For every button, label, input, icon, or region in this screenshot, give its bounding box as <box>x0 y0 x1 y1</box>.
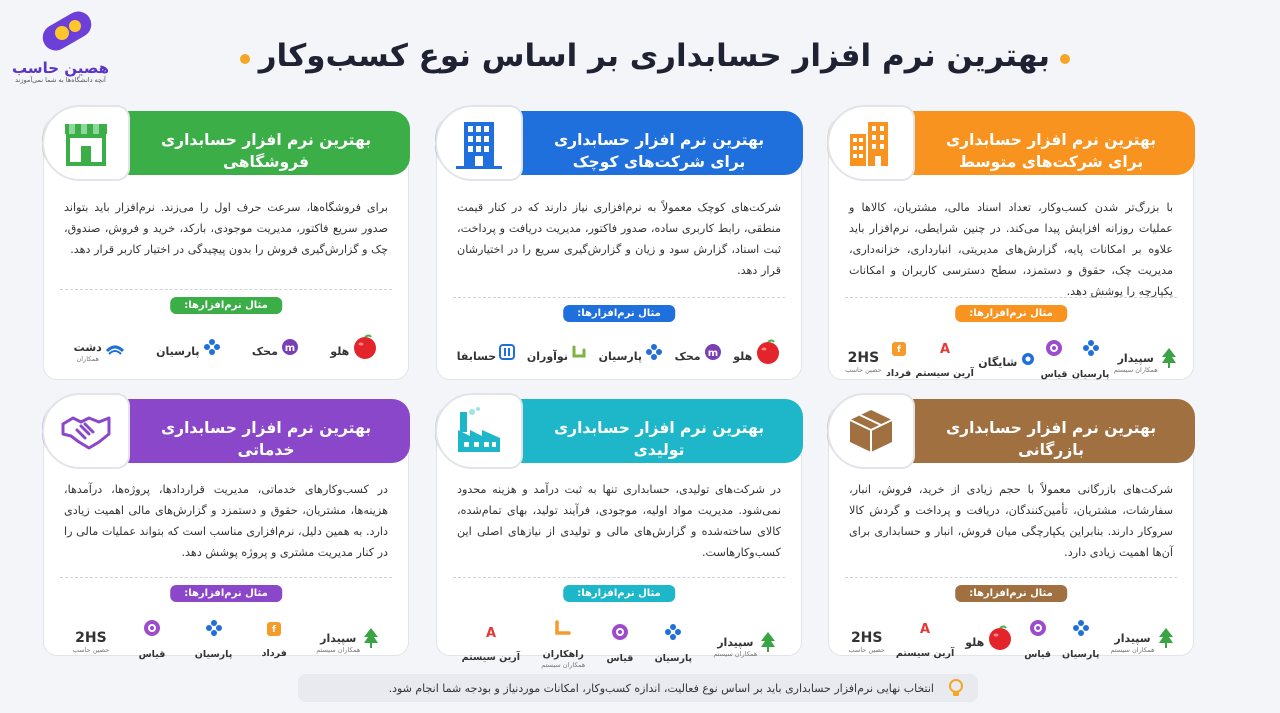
software-name: حسابفا <box>456 349 497 363</box>
ghias-icon <box>611 623 629 645</box>
software-subtitle: همکاران سیستم <box>316 645 361 654</box>
software-item <box>156 338 220 360</box>
svg-text:f: f <box>896 344 901 355</box>
software-label <box>886 361 911 380</box>
parsian-icon <box>664 623 682 645</box>
software-name: شایگان <box>978 355 1018 369</box>
sepidar-icon <box>363 627 379 653</box>
footer-note <box>298 674 978 702</box>
divider <box>60 289 392 290</box>
software-label <box>527 345 568 364</box>
mahak-icon <box>704 343 722 365</box>
sepidar-icon <box>760 631 776 657</box>
software-name: نوآوران <box>526 349 568 363</box>
software-name: قیاس <box>606 653 634 664</box>
software-item <box>965 625 1013 655</box>
software-name: قیاس <box>1040 369 1068 380</box>
holoo-icon <box>987 625 1013 655</box>
office-building-icon <box>435 105 523 181</box>
card-title <box>921 417 1181 461</box>
holoo-icon <box>755 339 781 369</box>
shaygan-icon <box>1020 351 1036 370</box>
card-title-line1: بهترین نرم افزار حسابداری تولیدی <box>553 419 765 459</box>
hesabfa-icon <box>499 344 515 364</box>
software-label <box>599 345 642 364</box>
divider <box>60 577 392 578</box>
software-name: پارسیان <box>194 649 233 660</box>
software-list <box>843 339 1179 381</box>
ghias-icon <box>1029 619 1047 641</box>
card-title <box>136 417 396 461</box>
card-title-line2: فروشگاهی <box>223 153 309 171</box>
software-name: فرداد <box>261 647 287 659</box>
software-item <box>462 624 520 664</box>
software-subtitle: حصین حاسب <box>845 365 882 374</box>
software-label <box>845 347 881 374</box>
software-name: آرین سیستم <box>915 368 974 379</box>
software-label <box>916 361 974 380</box>
software-item <box>1041 339 1068 381</box>
card-title-line2: برای شرکت‌های متوسط <box>958 153 1144 171</box>
software-label <box>156 340 199 359</box>
storefront-icon <box>42 105 130 181</box>
software-label <box>195 642 233 661</box>
mahak-icon <box>281 338 299 360</box>
card-title-line1: بهترین نرم افزار حسابداری خدماتی <box>160 419 372 459</box>
software-name: محک <box>251 344 278 358</box>
software-label <box>74 336 102 363</box>
brand-logo <box>8 8 113 98</box>
software-name: آرین سیستم <box>895 648 955 659</box>
software-item <box>607 623 634 665</box>
software-label <box>713 631 757 658</box>
software-item <box>978 351 1036 370</box>
software-name: سپیدار <box>1114 631 1151 645</box>
svg-text:f: f <box>272 624 277 635</box>
software-item <box>713 631 776 658</box>
examples-label: مثال نرم‌افزارها: <box>563 305 675 322</box>
software-label <box>1072 362 1110 381</box>
factory-icon <box>435 393 523 469</box>
software-name: سپیدار <box>320 631 357 645</box>
software-label <box>462 645 520 664</box>
software-label <box>1062 642 1100 661</box>
software-item <box>73 627 109 654</box>
software-name: آرین سیستم <box>461 652 520 663</box>
software-label <box>848 627 884 654</box>
card-description: در کسب‌وکارهای خدماتی، مدیریت قراردادها، پروژه‌ها، درآمدها، هزینه‌ها، مشتریان، حقوق و دستمزد و گزارش‌های مالی اهمیت زیادی دارد. به همین دلیل، نرم‌افزاری مناسب است که بتواند عملیات مالی را در کنار مدیریت مشتری و پروژه پوشش دهد. <box>64 483 388 559</box>
software-item <box>1072 339 1110 381</box>
software-item <box>541 619 585 669</box>
software-label <box>139 642 166 661</box>
software-label <box>73 627 109 654</box>
divider <box>845 577 1177 578</box>
software-label <box>1114 347 1158 374</box>
software-label <box>1024 642 1051 661</box>
divider <box>453 577 785 578</box>
software-item <box>262 621 287 660</box>
software-name: پارسیان <box>1071 369 1110 380</box>
arian-icon <box>481 624 501 644</box>
software-subtitle: همکاران سیستم <box>1110 645 1155 654</box>
software-name: پارسیان <box>156 344 200 358</box>
software-item <box>733 339 781 369</box>
fardad-icon <box>267 621 281 640</box>
card-title <box>529 129 789 173</box>
ghias-icon <box>1045 339 1063 361</box>
software-item <box>916 340 974 380</box>
category-card <box>43 406 409 660</box>
software-name: پارسیان <box>598 349 642 363</box>
card-title <box>921 129 1181 173</box>
parsian-icon <box>205 619 223 641</box>
card-title-line2: برای شرکت‌های کوچک <box>572 153 746 171</box>
software-list <box>451 339 787 369</box>
software-item <box>675 343 722 365</box>
examples-label: مثال نرم‌افزارها: <box>170 297 282 314</box>
software-item <box>316 627 379 654</box>
footer-text: انتخاب نهایی نرم‌افزار حسابداری باید بر اساس نوع فعالیت، اندازه کسب‌وکار، امکانات موردنیاز و بودجه شما انجام شود. <box>388 681 934 695</box>
card-description: شرکت‌های کوچک معمولاً به نرم‌افزاری نیاز دارند که در کنار قیمت منطقی، رابط کاربری ساده، صدور فاکتور، مدیریت دریافت و پرداخت، ثبت اسناد، گزارش سود و زیان و گزارش‌گیری سریع را در اختیارشان قرار دهد. <box>457 201 781 277</box>
svg-text:A: A <box>485 626 496 640</box>
arian-icon <box>915 620 935 640</box>
software-item <box>896 620 954 660</box>
software-list <box>58 334 394 364</box>
category-card <box>436 406 802 669</box>
software-item <box>195 619 233 661</box>
software-label <box>541 642 585 669</box>
software-item <box>330 334 378 364</box>
buildings-icon <box>827 105 915 181</box>
parsian-icon <box>645 343 663 365</box>
software-label <box>1041 362 1068 381</box>
software-name: راهکاران <box>542 649 584 660</box>
software-name: هلو <box>965 635 985 649</box>
divider <box>453 297 785 298</box>
software-name: هلو <box>330 344 350 358</box>
software-item <box>457 344 515 364</box>
software-name: سپیدار <box>1117 351 1154 365</box>
parsian-icon <box>1072 619 1090 641</box>
software-label <box>316 627 360 654</box>
logo-icon <box>31 10 91 60</box>
software-label <box>675 345 701 364</box>
box-icon <box>827 393 915 469</box>
software-subtitle: همکاران <box>76 354 99 363</box>
category-card <box>828 406 1194 660</box>
card-title <box>529 417 789 461</box>
divider <box>845 297 1177 298</box>
lightbulb-icon <box>946 678 966 701</box>
software-label <box>733 345 752 364</box>
software-name: فرداد <box>886 367 912 379</box>
software-name: سپیدار <box>717 635 754 649</box>
svg-text:m: m <box>707 348 718 359</box>
card-title-line1: بهترین نرم افزار حسابداری <box>160 131 372 149</box>
sepidar-icon <box>1161 347 1177 373</box>
software-label <box>655 646 693 665</box>
software-subtitle: حصین حاسب <box>72 645 110 654</box>
software-label <box>330 340 349 359</box>
software-item <box>1114 347 1177 374</box>
software-item <box>1110 627 1173 654</box>
software-label <box>965 631 984 650</box>
holoo-icon <box>352 334 378 364</box>
software-item <box>74 336 125 363</box>
card-description: شرکت‌های بازرگانی معمولاً با حجم زیادی از خرید، فروش، انبار، سفارشات، مشتریان، تأمین‌کنندگان، دریافت و پرداخت و گردش کالا سروکار دارند. بنابراین یکپارچگی میان فروش، انبار و حسابداری برای آن‌ها اهمیت زیادی دارد. <box>849 483 1173 559</box>
card-title-line1: بهترین نرم افزار حسابداری <box>553 131 765 149</box>
logo-name: هصین حاسب <box>11 59 110 77</box>
svg-text:A: A <box>939 342 950 356</box>
category-card <box>828 118 1194 380</box>
software-label <box>252 340 278 359</box>
software-list <box>58 619 394 661</box>
examples-label: مثال نرم‌افزارها: <box>170 585 282 602</box>
examples-label: مثال نرم‌افزارها: <box>955 585 1067 602</box>
software-list <box>451 619 787 669</box>
software-name: 2HS <box>75 629 107 646</box>
parsian-icon <box>203 338 221 360</box>
handshake-icon <box>42 393 130 469</box>
software-subtitle: همکاران سیستم <box>1113 365 1158 374</box>
sepidar-icon <box>1158 627 1174 653</box>
software-label <box>978 351 1017 370</box>
software-list <box>843 619 1179 661</box>
software-name: قیاس <box>1024 649 1052 660</box>
software-item <box>1062 619 1100 661</box>
examples-label: مثال نرم‌افزارها: <box>955 305 1067 322</box>
software-label <box>896 641 954 660</box>
software-label <box>262 641 287 660</box>
software-item <box>1024 619 1051 661</box>
software-item <box>845 347 881 374</box>
software-item <box>527 344 587 364</box>
category-card <box>43 118 409 380</box>
software-name: قیاس <box>138 649 166 660</box>
page-header <box>240 30 1070 90</box>
parsian-icon <box>1082 339 1100 361</box>
dasht-icon <box>105 340 125 359</box>
svg-text:m: m <box>284 343 296 354</box>
software-item <box>139 619 166 661</box>
software-name: 2HS <box>850 629 883 646</box>
card-title-line1: بهترین نرم افزار حسابداری <box>945 131 1157 149</box>
rahkaran-icon <box>554 619 572 641</box>
card-description: در شرکت‌های تولیدی، حسابداری تنها به ثبت درآمد و هزینه محدود نمی‌شود. مدیریت مواد اولیه، موجودی، فرآیند تولید، بهای تمام‌شده، کالای ساخته‌شده و گزارش‌های مالی و تولیدی از نیازهای اصلی این کسب‌وکارهاست. <box>457 483 781 559</box>
logo-tagline: آنچه دانشگاه‌ها به شما نمی‌آموزند <box>15 76 106 84</box>
software-subtitle: همکاران سیستم <box>713 649 758 658</box>
software-label <box>607 646 634 665</box>
software-item <box>252 338 299 360</box>
software-name: هلو <box>733 349 753 363</box>
software-item <box>599 343 663 365</box>
card-title <box>136 129 396 173</box>
software-name: پارسیان <box>1062 649 1100 660</box>
card-description: با بزرگ‌تر شدن کسب‌وکار، تعداد اسناد مالی، مشتریان، کالاها و عملیات روزانه افزایش پیدا می‌کند. در چنین شرایطی، نرم‌افزار باید علاوه بر امکانات پایه، گزارش‌های مدیریتی، انبارداری، خزانه‌داری، مدیریت چک، حقوق و دستمزد، سطح دسترسی کاربران و امکانات یکپارچه را پوشش دهد. <box>849 201 1173 298</box>
software-item <box>848 627 884 654</box>
bullet-dot-icon <box>240 54 250 64</box>
software-item <box>886 341 911 380</box>
ghias-icon <box>143 619 161 641</box>
software-name: 2HS <box>847 349 880 366</box>
card-title-line1: بهترین نرم افزار حسابداری بازرگانی <box>945 419 1157 459</box>
software-name: دشت <box>73 340 102 354</box>
software-name: محک <box>674 349 701 363</box>
software-label <box>1110 627 1154 654</box>
fardad-icon <box>892 341 906 360</box>
noavaran-icon <box>571 344 587 364</box>
software-item <box>655 623 693 665</box>
software-label <box>457 345 496 364</box>
bullet-dot-icon <box>1060 54 1070 64</box>
software-subtitle: حصین حاسب <box>848 645 885 654</box>
arian-icon <box>935 340 955 360</box>
svg-text:A: A <box>920 622 931 636</box>
card-description: برای فروشگاه‌ها، سرعت حرف اول را می‌زند. نرم‌افزار باید بتواند صدور سریع فاکتور، مدیریت موجودی، بارکد، خرید و فروش، صندوق، چک و گزارش‌گیری فروش را بدون پیچیدگی در اختیار کاربر قرار دهد. <box>64 201 388 256</box>
page-title: بهترین نرم افزار حسابداری بر اساس نوع کسب‌وکار <box>258 38 1050 74</box>
software-subtitle: همکاران سیستم <box>541 661 586 669</box>
software-name: پارسیان <box>654 653 693 664</box>
category-card <box>436 118 802 380</box>
examples-label: مثال نرم‌افزارها: <box>563 585 675 602</box>
